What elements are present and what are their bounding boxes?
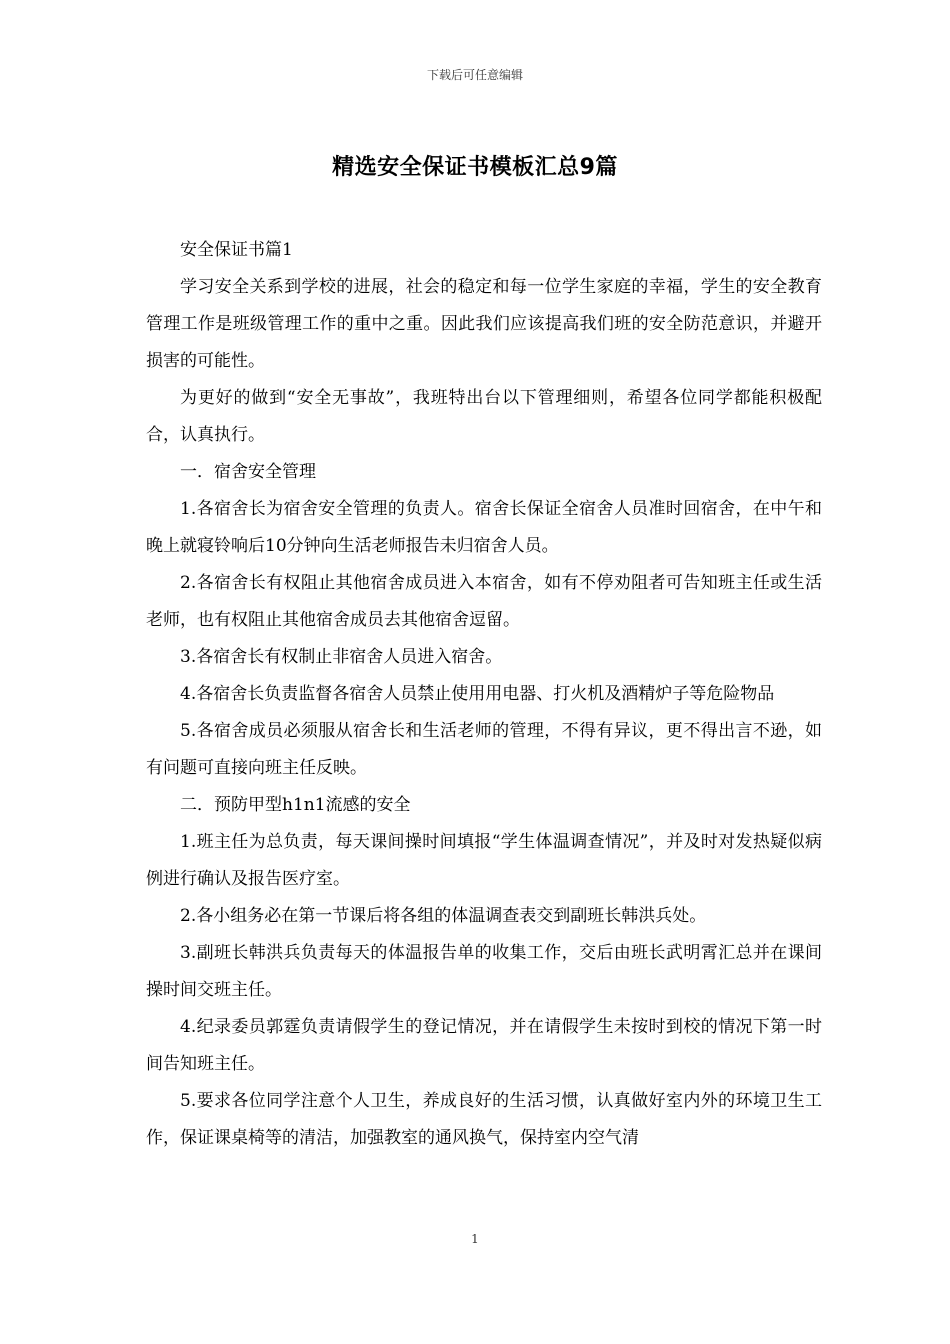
section-heading: 一．宿舍安全管理 [180,462,316,482]
paragraph: 3.副班长韩洪兵负责每天的体温报告单的收集工作，交后由班长武明霄汇总并在课间操时间交班主任。 [146,943,822,1000]
paragraph: 4.各宿舍长负责监督各宿舍人员禁止使用用电器、打火机及酒精炉子等危险物品 [180,684,775,704]
paragraph: 3.各宿舍长有权制止非宿舍人员进入宿舍。 [180,647,503,667]
section-heading: 二．预防甲型h1n1流感的安全 [180,795,411,815]
document-title: 精选安全保证书模板汇总9篇 [332,155,618,180]
header-note: 下载后可任意编辑 [426,68,523,82]
paragraph: 5.各宿舍成员必须服从宿舍长和生活老师的管理，不得有异议，更不得出言不逊，如有问题可直接向班主任反映。 [146,721,822,778]
paragraph: 2.各小组务必在第一节课后将各组的体温调查表交到副班长韩洪兵处。 [180,906,707,926]
paragraph: 1.班主任为总负责，每天课间操时间填报“学生体温调查情况”，并及时对发热疑似病例进行确认及报告医疗室。 [146,832,822,889]
paragraph: 安全保证书篇1 [180,240,293,260]
paragraph: 1.各宿舍长为宿舍安全管理的负责人。宿舍长保证全宿舍人员准时回宿舍，在中午和晚上就寝铃响后10分钟向生活老师报告未归宿舍人员。 [146,499,822,556]
paragraph: 学习安全关系到学校的进展，社会的稳定和每一位学生家庭的幸福，学生的安全教育管理工作是班级管理工作的重中之重。因此我们应该提高我们班的安全防范意识，并避开损害的可能性。 [146,277,822,371]
paragraph: 4.纪录委员郭霆负责请假学生的登记情况，并在请假学生未按时到校的情况下第一时间告知班主任。 [146,1017,822,1074]
page-number: 1 [471,1232,479,1246]
paragraph: 2.各宿舍长有权阻止其他宿舍成员进入本宿舍，如有不停劝阻者可告知班主任或生活老师，也有权阻止其他宿舍成员去其他宿舍逗留。 [146,573,822,630]
document-body [146,232,822,1157]
paragraph: 为更好的做到“安全无事故”，我班特出台以下管理细则，希望各位同学都能积极配合，认真执行。 [146,388,822,445]
paragraph: 5.要求各位同学注意个人卫生，养成良好的生活习惯，认真做好室内外的环境卫生工作，保证课桌椅等的清洁，加强教室的通风换气，保持室内空气清 [146,1091,822,1148]
